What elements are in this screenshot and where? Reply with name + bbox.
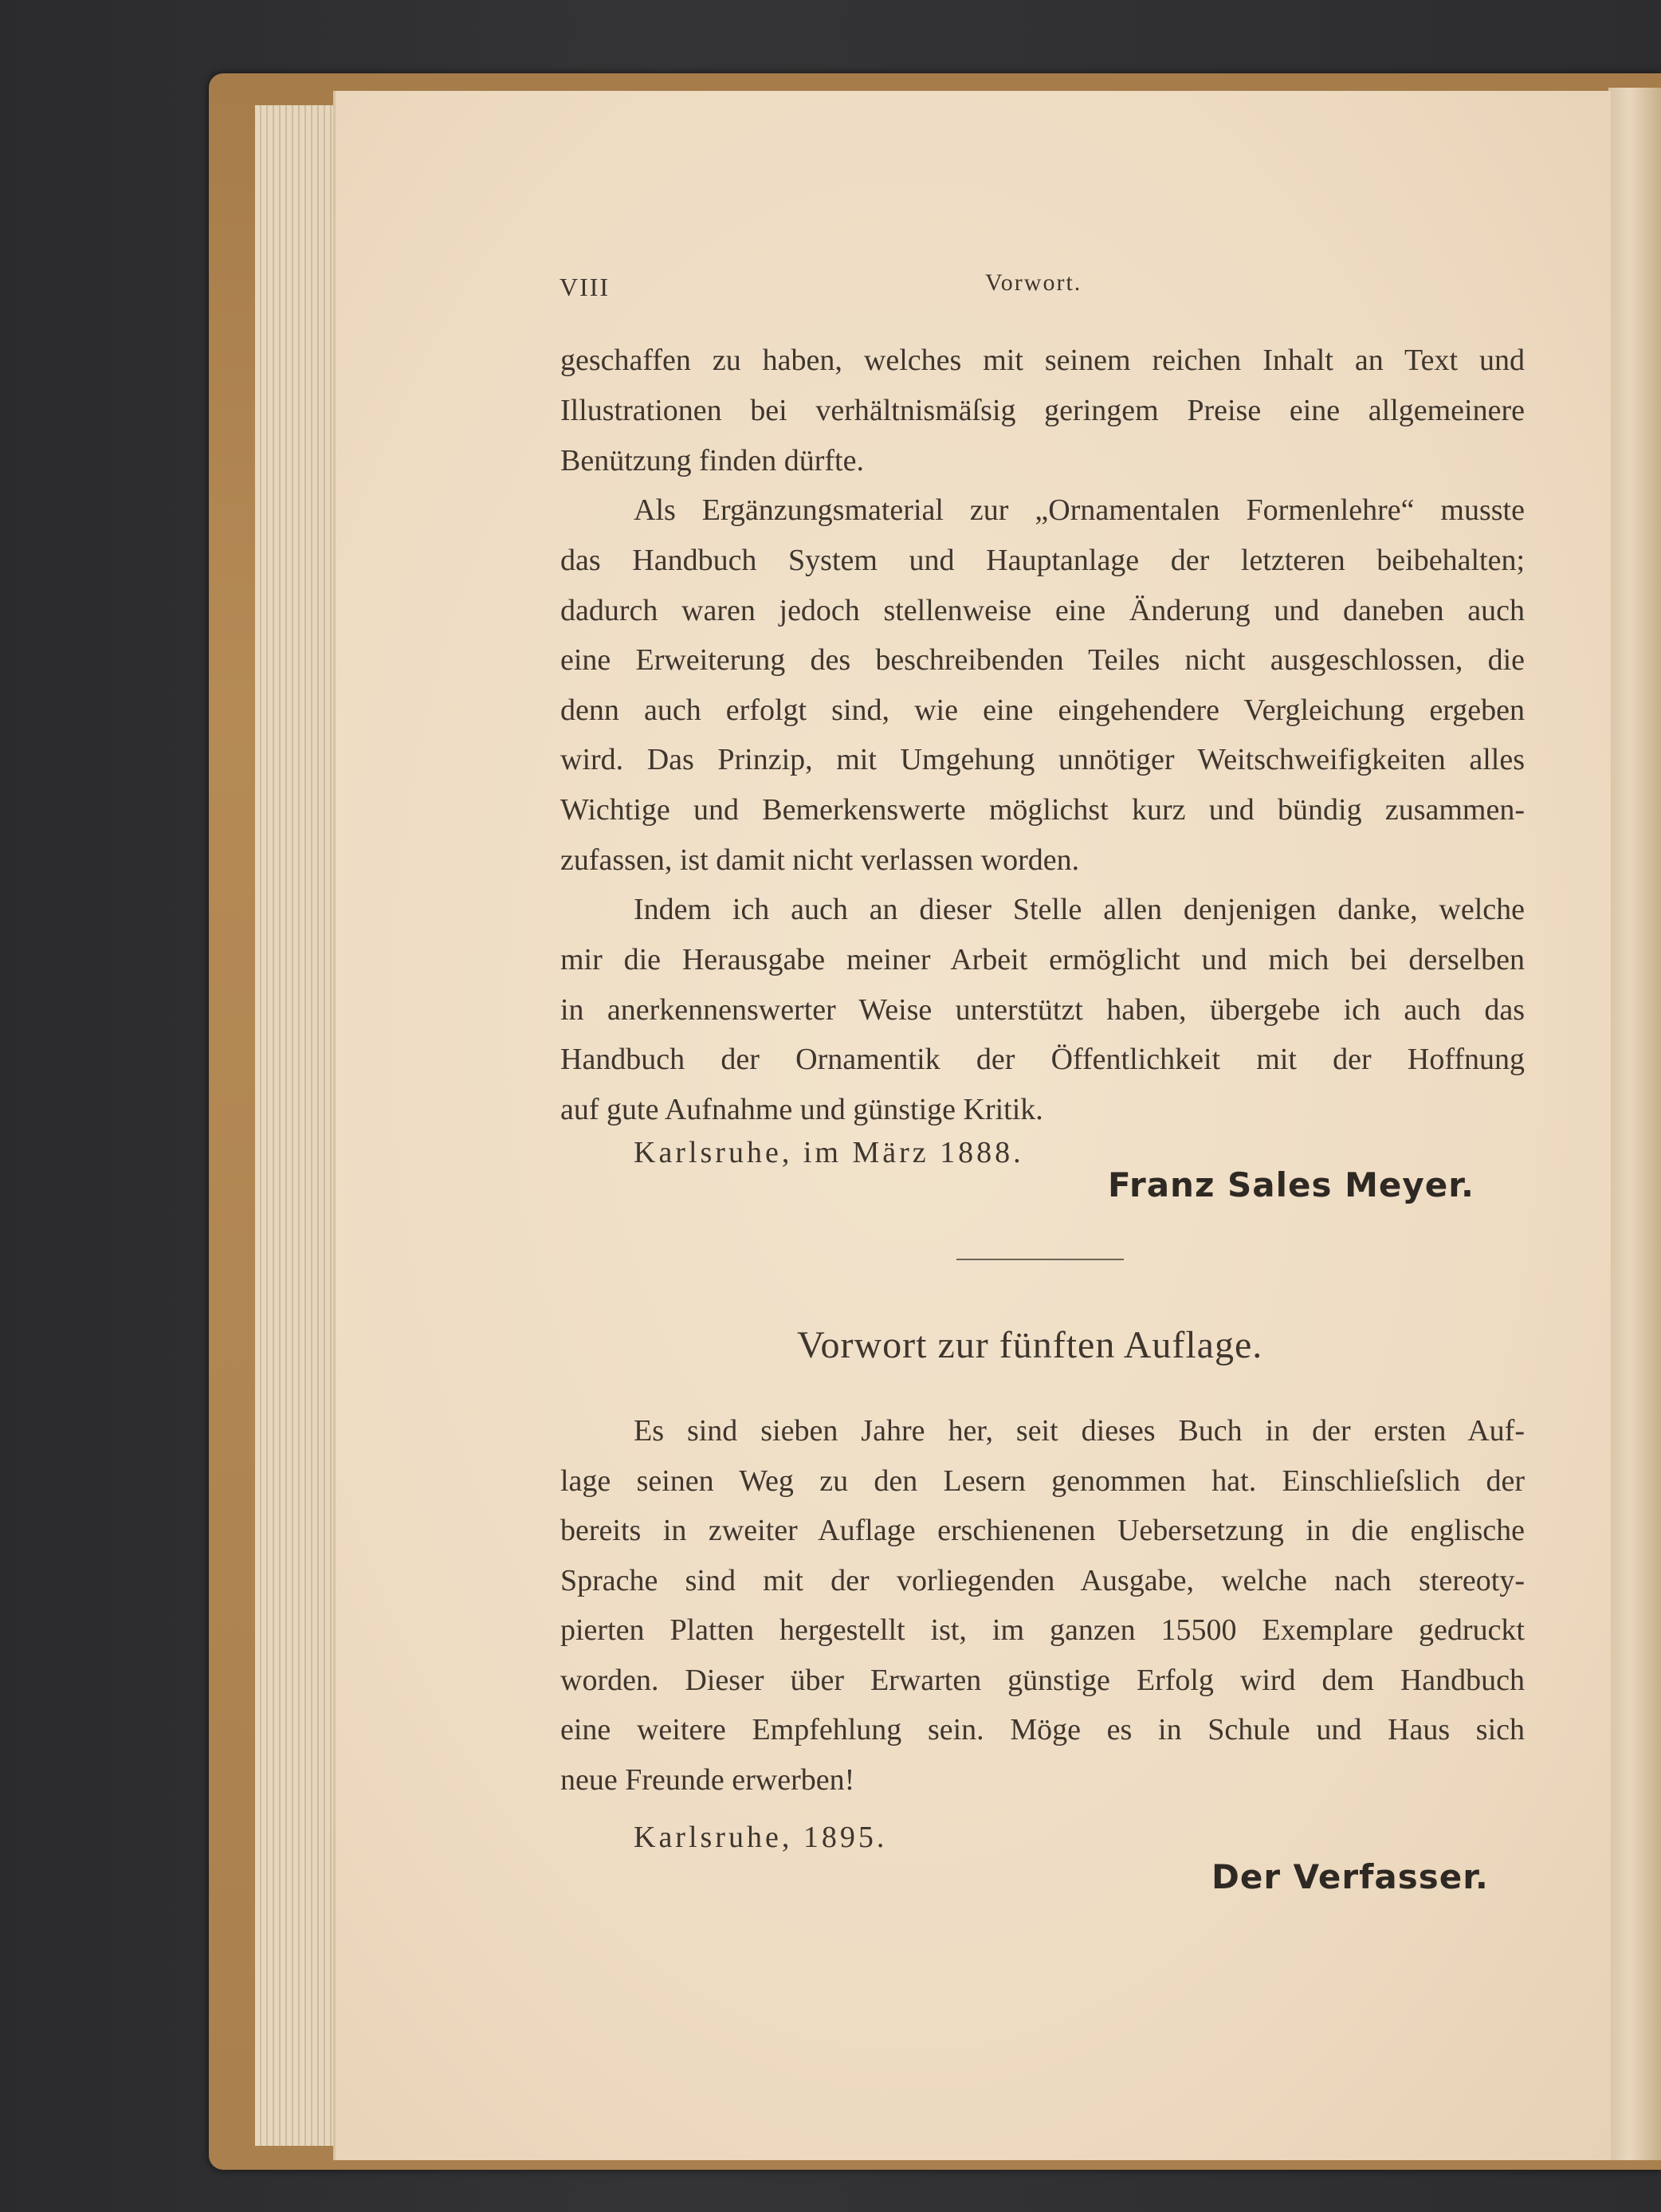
page-number: VIII — [560, 273, 611, 301]
section-divider — [956, 1259, 1124, 1260]
text-line: das Handbuch System und Hauptanlage der letzteren beibehalten; — [560, 544, 1525, 577]
text-line: Es sind sieben Jahre her, seit dieses Buch in der ersten Auf- — [634, 1414, 1525, 1448]
text-line: pierten Platten hergestellt ist, im ganzen 15500 Exemplare gedruckt — [560, 1613, 1525, 1647]
place-date: Karlsruhe, 1895. — [634, 1821, 888, 1854]
text-line: eine Erweiterung des beschreibenden Teiles nicht ausgeschlossen, die — [560, 643, 1525, 677]
text-line: Illustrationen bei verhältnismäſsig geringem Preise eine allgemeinere — [560, 394, 1525, 427]
text-line: bereits in zweiter Auflage erschienenen Uebersetzung in die englische — [560, 1514, 1525, 1547]
text-line: Indem ich auch an dieser Stelle allen denjenigen danke, welche — [634, 893, 1525, 926]
running-title: Vorwort. — [985, 269, 1082, 296]
text-line: lage seinen Weg zu den Lesern genommen hat. Einschlieſslich der — [560, 1464, 1525, 1498]
text-line: geschaffen zu haben, welches mit seinem reichen Inhalt an Text und — [560, 344, 1525, 377]
text-line: wird. Das Prinzip, mit Umgehung unnötiger Weitschweifigkeiten alles — [560, 743, 1525, 776]
text-line: eine weitere Empfehlung sein. Möge es in Schule und Haus sich — [560, 1713, 1525, 1746]
text-line: Handbuch der Ornamentik der Öffentlichkeit mit der Hoffnung — [560, 1043, 1525, 1076]
signature: Der Verfasser. — [1211, 1857, 1489, 1896]
text-line: zufassen, ist damit nicht verlassen worden. — [560, 843, 1080, 877]
text-line: Als Ergänzungsmaterial zur „Ornamentalen Formenlehre“ musste — [634, 493, 1525, 527]
signature: Franz Sales Meyer. — [1108, 1165, 1474, 1204]
text-line: neue Freunde erwerben! — [560, 1763, 855, 1797]
text-line: auf gute Aufnahme und günstige Kritik. — [560, 1093, 1043, 1126]
place-date: Karlsruhe, im März 1888. — [634, 1136, 1024, 1169]
text-line: Sprache sind mit der vorliegenden Ausgabe, welche nach stereoty- — [560, 1564, 1525, 1597]
text-line: Benützung finden dürfte. — [560, 444, 864, 477]
book-gutter — [1608, 88, 1661, 2160]
section-title: Vorwort zur fünften Auflage. — [797, 1324, 1263, 1366]
text-line: denn auch erfolgt sind, wie eine eingehendere Vergleichung ergeben — [560, 693, 1525, 727]
text-line: Wichtige und Bemerkenswerte möglichst kurz und bündig zusammen- — [560, 793, 1525, 827]
text-line: dadurch waren jedoch stellenweise eine Änderung und daneben auch — [560, 594, 1525, 627]
text-line: mir die Herausgabe meiner Arbeit ermöglicht und mich bei derselben — [560, 943, 1525, 976]
page-edges — [255, 105, 335, 2146]
text-line: in anerkennenswerter Weise unterstützt haben, übergebe ich auch das — [560, 993, 1525, 1027]
text-line: worden. Dieser über Erwarten günstige Erfolg wird dem Handbuch — [560, 1664, 1525, 1697]
